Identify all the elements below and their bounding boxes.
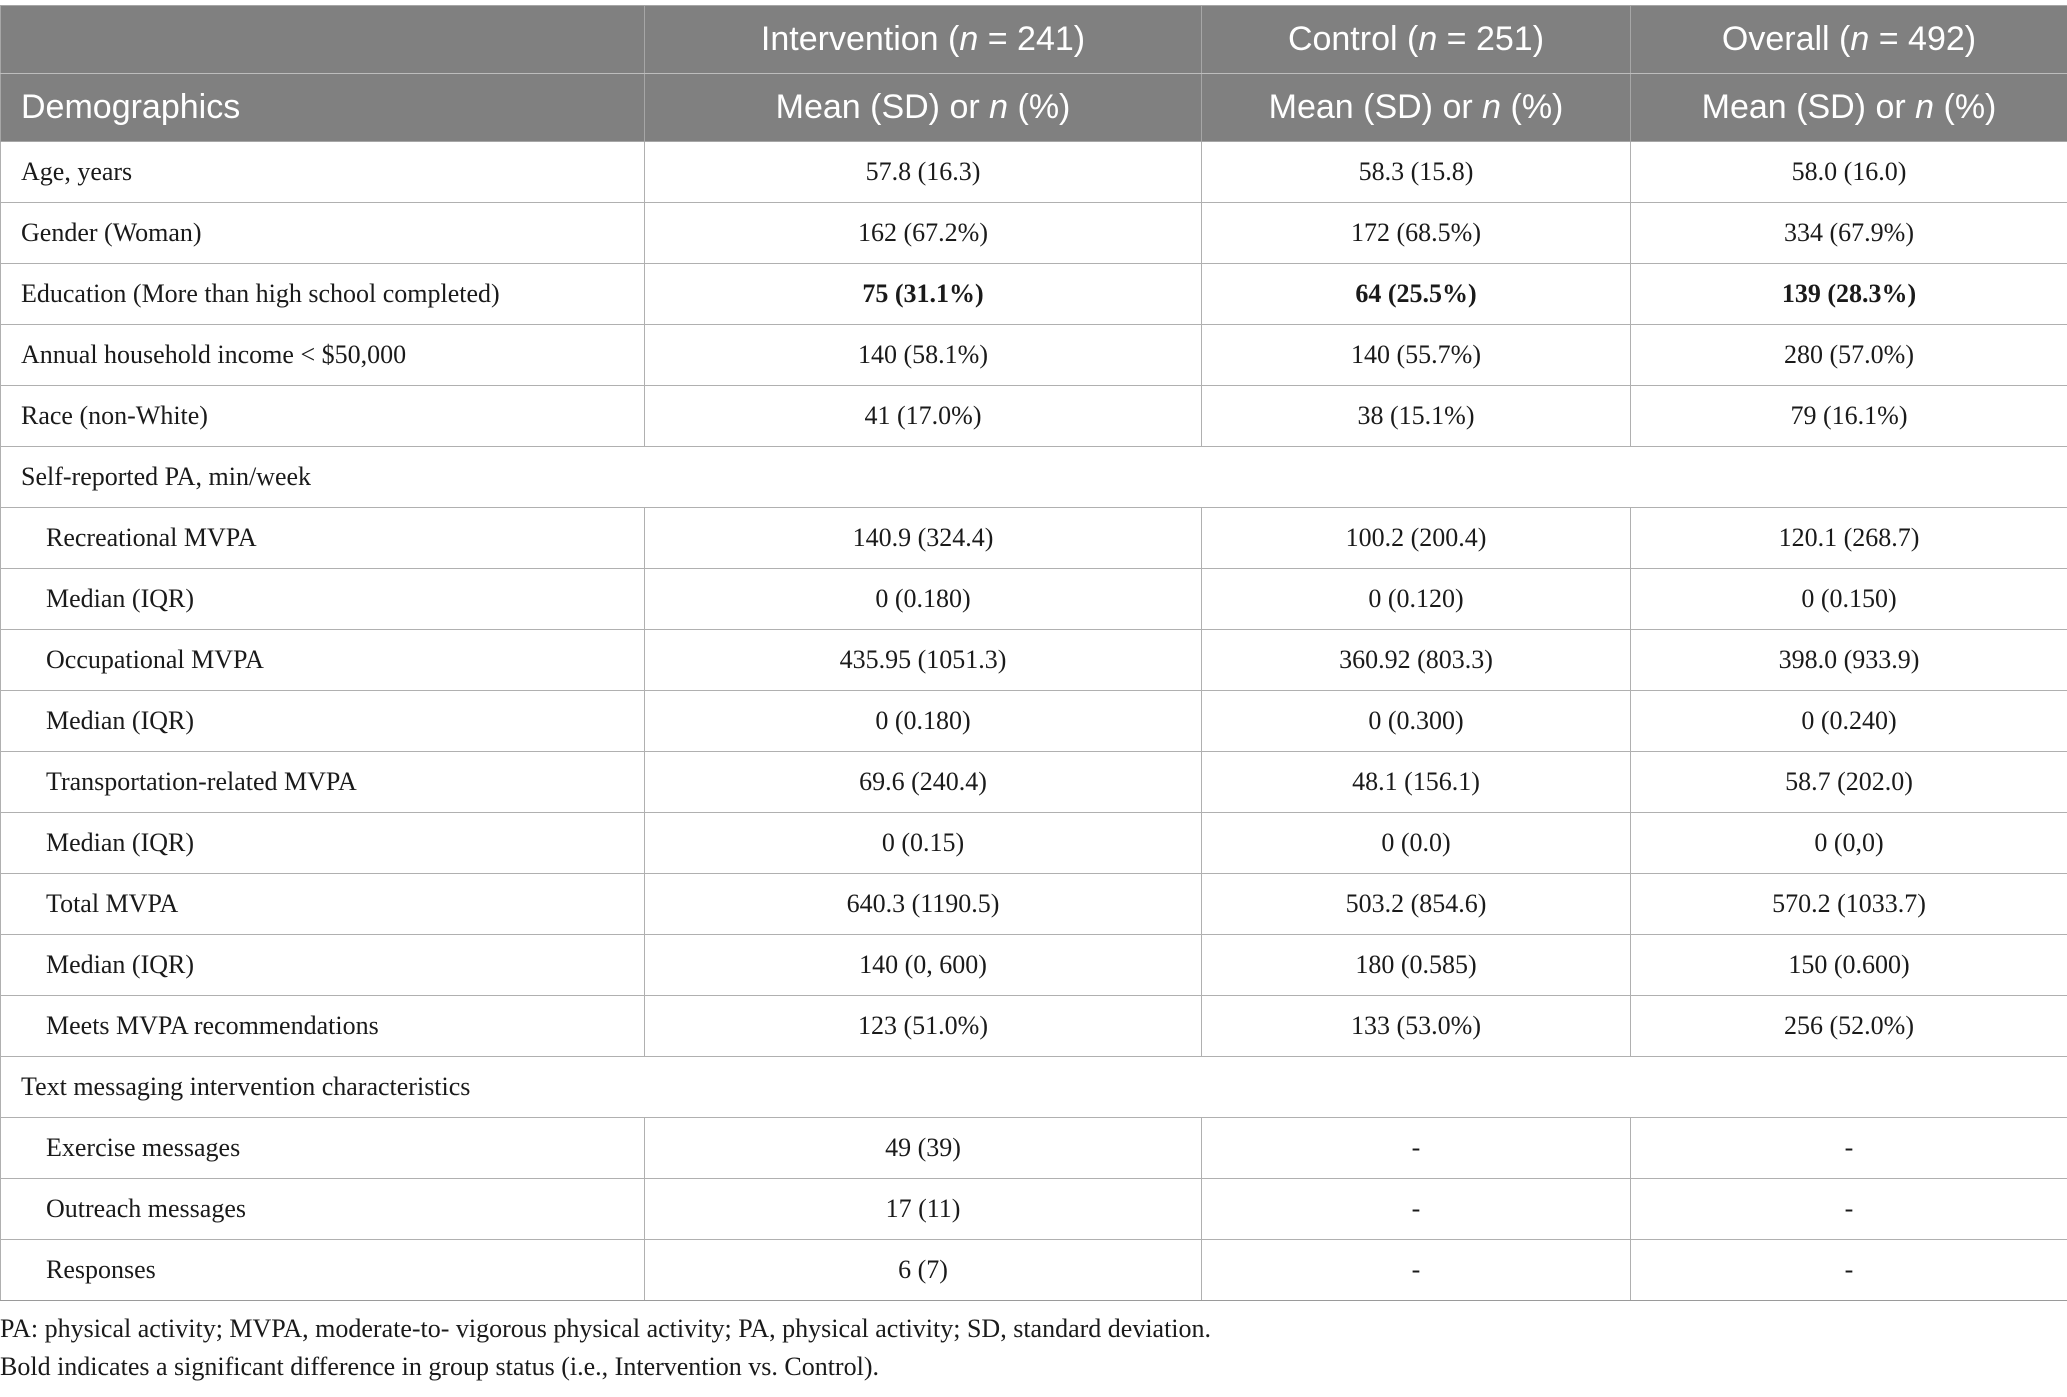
section-row xyxy=(1,1057,2067,1118)
row-label: Meets MVPA recommendations xyxy=(1,996,645,1057)
table-footnotes xyxy=(0,1310,2067,1386)
table-row xyxy=(1,630,2067,691)
header-intervention: Intervention (n = 241) xyxy=(645,6,1202,74)
table-row xyxy=(1,813,2067,874)
row-label: Transportation-related MVPA xyxy=(1,752,645,813)
footnote-bold-meaning: Bold indicates a significant difference in group status (i.e., Intervention vs. Control). xyxy=(0,1352,879,1381)
intervention-value: 140.9 (324.4) xyxy=(645,508,1202,569)
intervention-value: 75 (31.1%) xyxy=(645,264,1202,325)
header-control: Control (n = 251) xyxy=(1202,6,1631,74)
overall-value: 280 (57.0%) xyxy=(1631,325,2067,386)
intervention-value: 0 (0.15) xyxy=(645,813,1202,874)
row-label: Outreach messages xyxy=(1,1179,645,1240)
header-demographics: Demographics xyxy=(1,74,645,142)
control-value: 503.2 (854.6) xyxy=(1202,874,1631,935)
row-label: Recreational MVPA xyxy=(1,508,645,569)
header-blank-cell xyxy=(1,6,645,74)
demographics-table xyxy=(0,5,2067,1301)
row-label: Responses xyxy=(1,1240,645,1301)
row-label: Education (More than high school completed) xyxy=(1,264,645,325)
row-label: Race (non-White) xyxy=(1,386,645,447)
header-row-stats xyxy=(1,74,2067,142)
intervention-value: 123 (51.0%) xyxy=(645,996,1202,1057)
control-value: 140 (55.7%) xyxy=(1202,325,1631,386)
footnote-abbreviations: PA: physical activity; MVPA, moderate-to- vigorous physical activity; PA, physical activity; SD, standard deviation. xyxy=(0,1314,1212,1343)
intervention-value: 162 (67.2%) xyxy=(645,203,1202,264)
intervention-value: 57.8 (16.3) xyxy=(645,142,1202,203)
control-value: 100.2 (200.4) xyxy=(1202,508,1631,569)
overall-value: 570.2 (1033.7) xyxy=(1631,874,2067,935)
header-stat-control: Mean (SD) or n (%) xyxy=(1202,74,1631,142)
overall-value: 334 (67.9%) xyxy=(1631,203,2067,264)
table-row xyxy=(1,1118,2067,1179)
overall-value: 150 (0.600) xyxy=(1631,935,2067,996)
header-stat-overall: Mean (SD) or n (%) xyxy=(1631,74,2067,142)
overall-value: - xyxy=(1631,1240,2067,1301)
overall-value: 0 (0.150) xyxy=(1631,569,2067,630)
overall-value: 58.0 (16.0) xyxy=(1631,142,2067,203)
control-value: 180 (0.585) xyxy=(1202,935,1631,996)
control-value: - xyxy=(1202,1240,1631,1301)
table-row xyxy=(1,996,2067,1057)
section-row xyxy=(1,447,2067,508)
intervention-value: 640.3 (1190.5) xyxy=(645,874,1202,935)
overall-value: 0 (0,0) xyxy=(1631,813,2067,874)
intervention-value: 435.95 (1051.3) xyxy=(645,630,1202,691)
table-row xyxy=(1,752,2067,813)
overall-value: 139 (28.3%) xyxy=(1631,264,2067,325)
overall-value: 120.1 (268.7) xyxy=(1631,508,2067,569)
table-row xyxy=(1,691,2067,752)
control-value: - xyxy=(1202,1179,1631,1240)
row-label: Age, years xyxy=(1,142,645,203)
control-value: 48.1 (156.1) xyxy=(1202,752,1631,813)
control-value: 38 (15.1%) xyxy=(1202,386,1631,447)
control-value: 0 (0.300) xyxy=(1202,691,1631,752)
row-label: Exercise messages xyxy=(1,1118,645,1179)
control-value: 172 (68.5%) xyxy=(1202,203,1631,264)
table-row xyxy=(1,874,2067,935)
intervention-value: 69.6 (240.4) xyxy=(645,752,1202,813)
control-value: 360.92 (803.3) xyxy=(1202,630,1631,691)
overall-value: 398.0 (933.9) xyxy=(1631,630,2067,691)
table-row xyxy=(1,1179,2067,1240)
table-row xyxy=(1,325,2067,386)
intervention-value: 0 (0.180) xyxy=(645,691,1202,752)
table-header xyxy=(1,6,2067,142)
control-value: 133 (53.0%) xyxy=(1202,996,1631,1057)
control-value: 0 (0.120) xyxy=(1202,569,1631,630)
intervention-value: 41 (17.0%) xyxy=(645,386,1202,447)
intervention-value: 17 (11) xyxy=(645,1179,1202,1240)
overall-value: - xyxy=(1631,1179,2067,1240)
row-label: Median (IQR) xyxy=(1,691,645,752)
table-row xyxy=(1,264,2067,325)
intervention-value: 140 (58.1%) xyxy=(645,325,1202,386)
row-label: Total MVPA xyxy=(1,874,645,935)
table-body xyxy=(1,142,2067,1301)
row-label: Annual household income < $50,000 xyxy=(1,325,645,386)
section-label: Self-reported PA, min/week xyxy=(1,447,2067,508)
header-row-groups xyxy=(1,6,2067,74)
overall-value: 79 (16.1%) xyxy=(1631,386,2067,447)
row-label: Median (IQR) xyxy=(1,935,645,996)
overall-value: 58.7 (202.0) xyxy=(1631,752,2067,813)
control-value: 64 (25.5%) xyxy=(1202,264,1631,325)
table-row xyxy=(1,203,2067,264)
overall-value: 256 (52.0%) xyxy=(1631,996,2067,1057)
overall-value: - xyxy=(1631,1118,2067,1179)
intervention-value: 6 (7) xyxy=(645,1240,1202,1301)
intervention-value: 49 (39) xyxy=(645,1118,1202,1179)
row-label: Gender (Woman) xyxy=(1,203,645,264)
intervention-value: 140 (0, 600) xyxy=(645,935,1202,996)
table-row xyxy=(1,569,2067,630)
table-row xyxy=(1,935,2067,996)
intervention-value: 0 (0.180) xyxy=(645,569,1202,630)
control-value: 0 (0.0) xyxy=(1202,813,1631,874)
header-stat-intervention: Mean (SD) or n (%) xyxy=(645,74,1202,142)
row-label: Median (IQR) xyxy=(1,813,645,874)
overall-value: 0 (0.240) xyxy=(1631,691,2067,752)
header-overall: Overall (n = 492) xyxy=(1631,6,2067,74)
section-label: Text messaging intervention characteristics xyxy=(1,1057,2067,1118)
row-label: Occupational MVPA xyxy=(1,630,645,691)
control-value: 58.3 (15.8) xyxy=(1202,142,1631,203)
table-row xyxy=(1,386,2067,447)
row-label: Median (IQR) xyxy=(1,569,645,630)
control-value: - xyxy=(1202,1118,1631,1179)
table-row xyxy=(1,1240,2067,1301)
table-row xyxy=(1,508,2067,569)
table-row xyxy=(1,142,2067,203)
